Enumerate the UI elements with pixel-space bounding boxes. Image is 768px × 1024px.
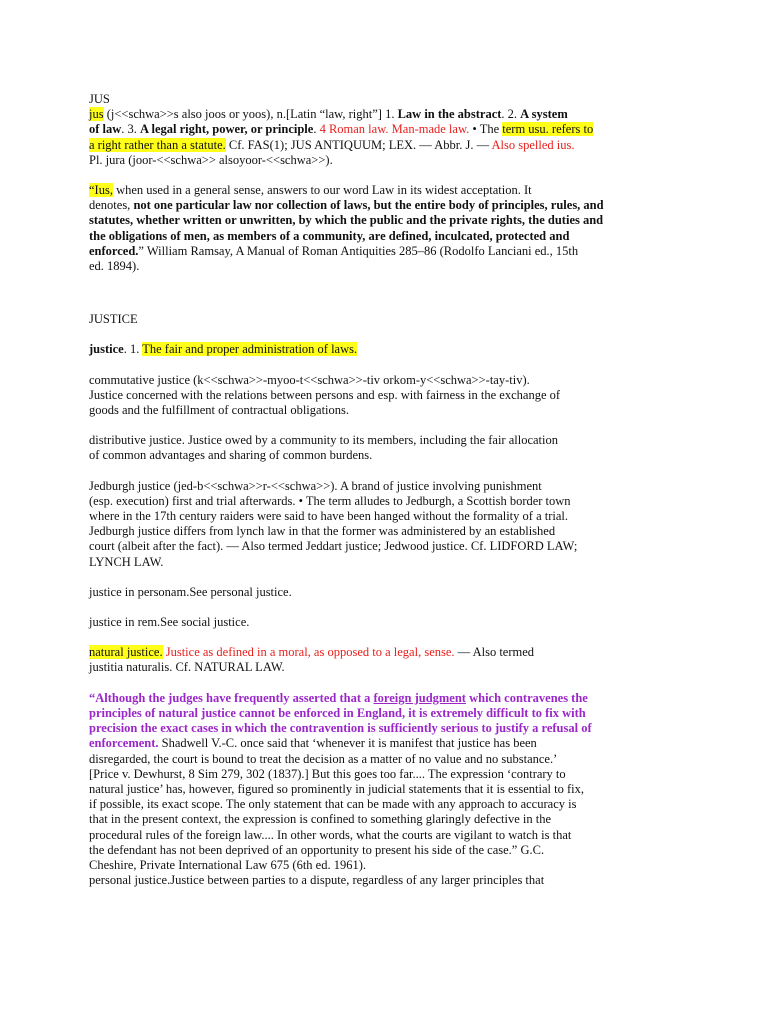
entry-justice-in-personam: justice in personam.See personal justice. bbox=[89, 584, 292, 599]
jus-plural-line: Pl. jura (joor-<<schwa>> alsoyoor-<<schwa>>). bbox=[89, 152, 333, 167]
jus-definition-line-3: a right rather than a statute. Cf. FAS(1); JUS ANTIQUUM; LEX. — Abbr. J. — Also spelled ius. bbox=[89, 137, 575, 152]
natural-justice-quote: “Although the judges have frequently asserted that a foreign judgment which contravenes the principles of natural justice cannot be enforced in England, it is extremely difficult to fix with precision the exact cases in which the contravention is sufficiently serious to justify a refusal of enforcement. Shadwell V.-C. once said that ‘whenever it is manifest that justice has been disregarded, the court is bound to treat the decision as a matter of no value and no substance.’ [Price v. Dewhurst, 8 Sim 279, 302 (1837).] But this goes too far.... The expression ‘contrary to natural justice’ has, however, figured so prominently in judicial statements that it is essential to fix, if possible, its exact scope. The only statement that can be made with any approach to accuracy is that in the present context, the expression is confined to something glaringly defective in the procedural rules of the foreign law.... In other words, what the courts are vigilant to watch is that the defendant has not been deprived of an opportunity to present his side of the case.” G.C. Cheshire, Private International Law 675 (6th ed. 1961). bbox=[89, 690, 592, 872]
document-page bbox=[89, 92, 629, 888]
entry-distributive-justice: distributive justice. Justice owed by a community to its members, including the fair allocation of common advantages and sharing of common burdens. bbox=[89, 433, 559, 463]
entry-jedburgh-justice: Jedburgh justice (jed-b<<schwa>>r-<<schwa>>). A brand of justice involving punishment (esp. execution) first and trial afterwards. • The term alludes to Jedburgh, a Scottish border town where in the 17th century raiders were said to have been hanged without the formality of a trial. Jedburgh justice differs from lynch law in that the former was administered by an established court (albeit after the fact). — Also termed Jeddart justice; Jedwood justice. Cf. LIDFORD LAW; LYNCH LAW. bbox=[89, 478, 578, 569]
entry-natural-justice: natural justice. Justice as defined in a moral, as opposed to a legal, sense. — Also termed justitia naturalis. Cf. NATURAL LAW. bbox=[89, 645, 535, 675]
entry-personal-justice: personal justice.Justice between parties to a dispute, regardless of any larger principles that bbox=[89, 873, 545, 888]
jus-definition-line-1: jus (j<<schwa>>s also joos or yoos), n.[Latin “law, right”] 1. Law in the abstract. 2. A system bbox=[89, 107, 568, 122]
entry-commutative-justice: commutative justice (k<<schwa>>-myoo-t<<schwa>>-tiv orkom-y<<schwa>>-tay-tiv). Justice concerned with the relations between persons and esp. with fairness in the exchange of goods and the fulfillment of contractual obligations. bbox=[89, 372, 561, 418]
section-heading-justice: JUSTICE bbox=[89, 312, 138, 327]
jus-definition-line-2: of law. 3. A legal right, power, or principle. 4 Roman law. Man-made law. • The term usu. refers to bbox=[89, 122, 594, 137]
section-heading-jus: JUS bbox=[89, 92, 110, 106]
foreign-judgment-link[interactable]: foreign judgment bbox=[373, 690, 466, 705]
term-jus: jus bbox=[89, 107, 104, 122]
justice-definition: justice. 1. The fair and proper administration of laws. bbox=[89, 342, 358, 357]
entry-justice-in-rem: justice in rem.See social justice. bbox=[89, 615, 250, 630]
jus-quote: “Ius, when used in a general sense, answers to our word Law in its widest acceptation. It denotes, not one particular law nor collection of laws, but the entire body of principles, rules, and statutes, whether written or unwritten, by which the public and the private rights, the duties and the obligations of men, as members of a community, are defined, inculcated, protected and enforced.” William Ramsay, A Manual of Roman Antiquities 285–86 (Rodolfo Lanciani ed., 15th ed. 1894). bbox=[89, 183, 604, 274]
